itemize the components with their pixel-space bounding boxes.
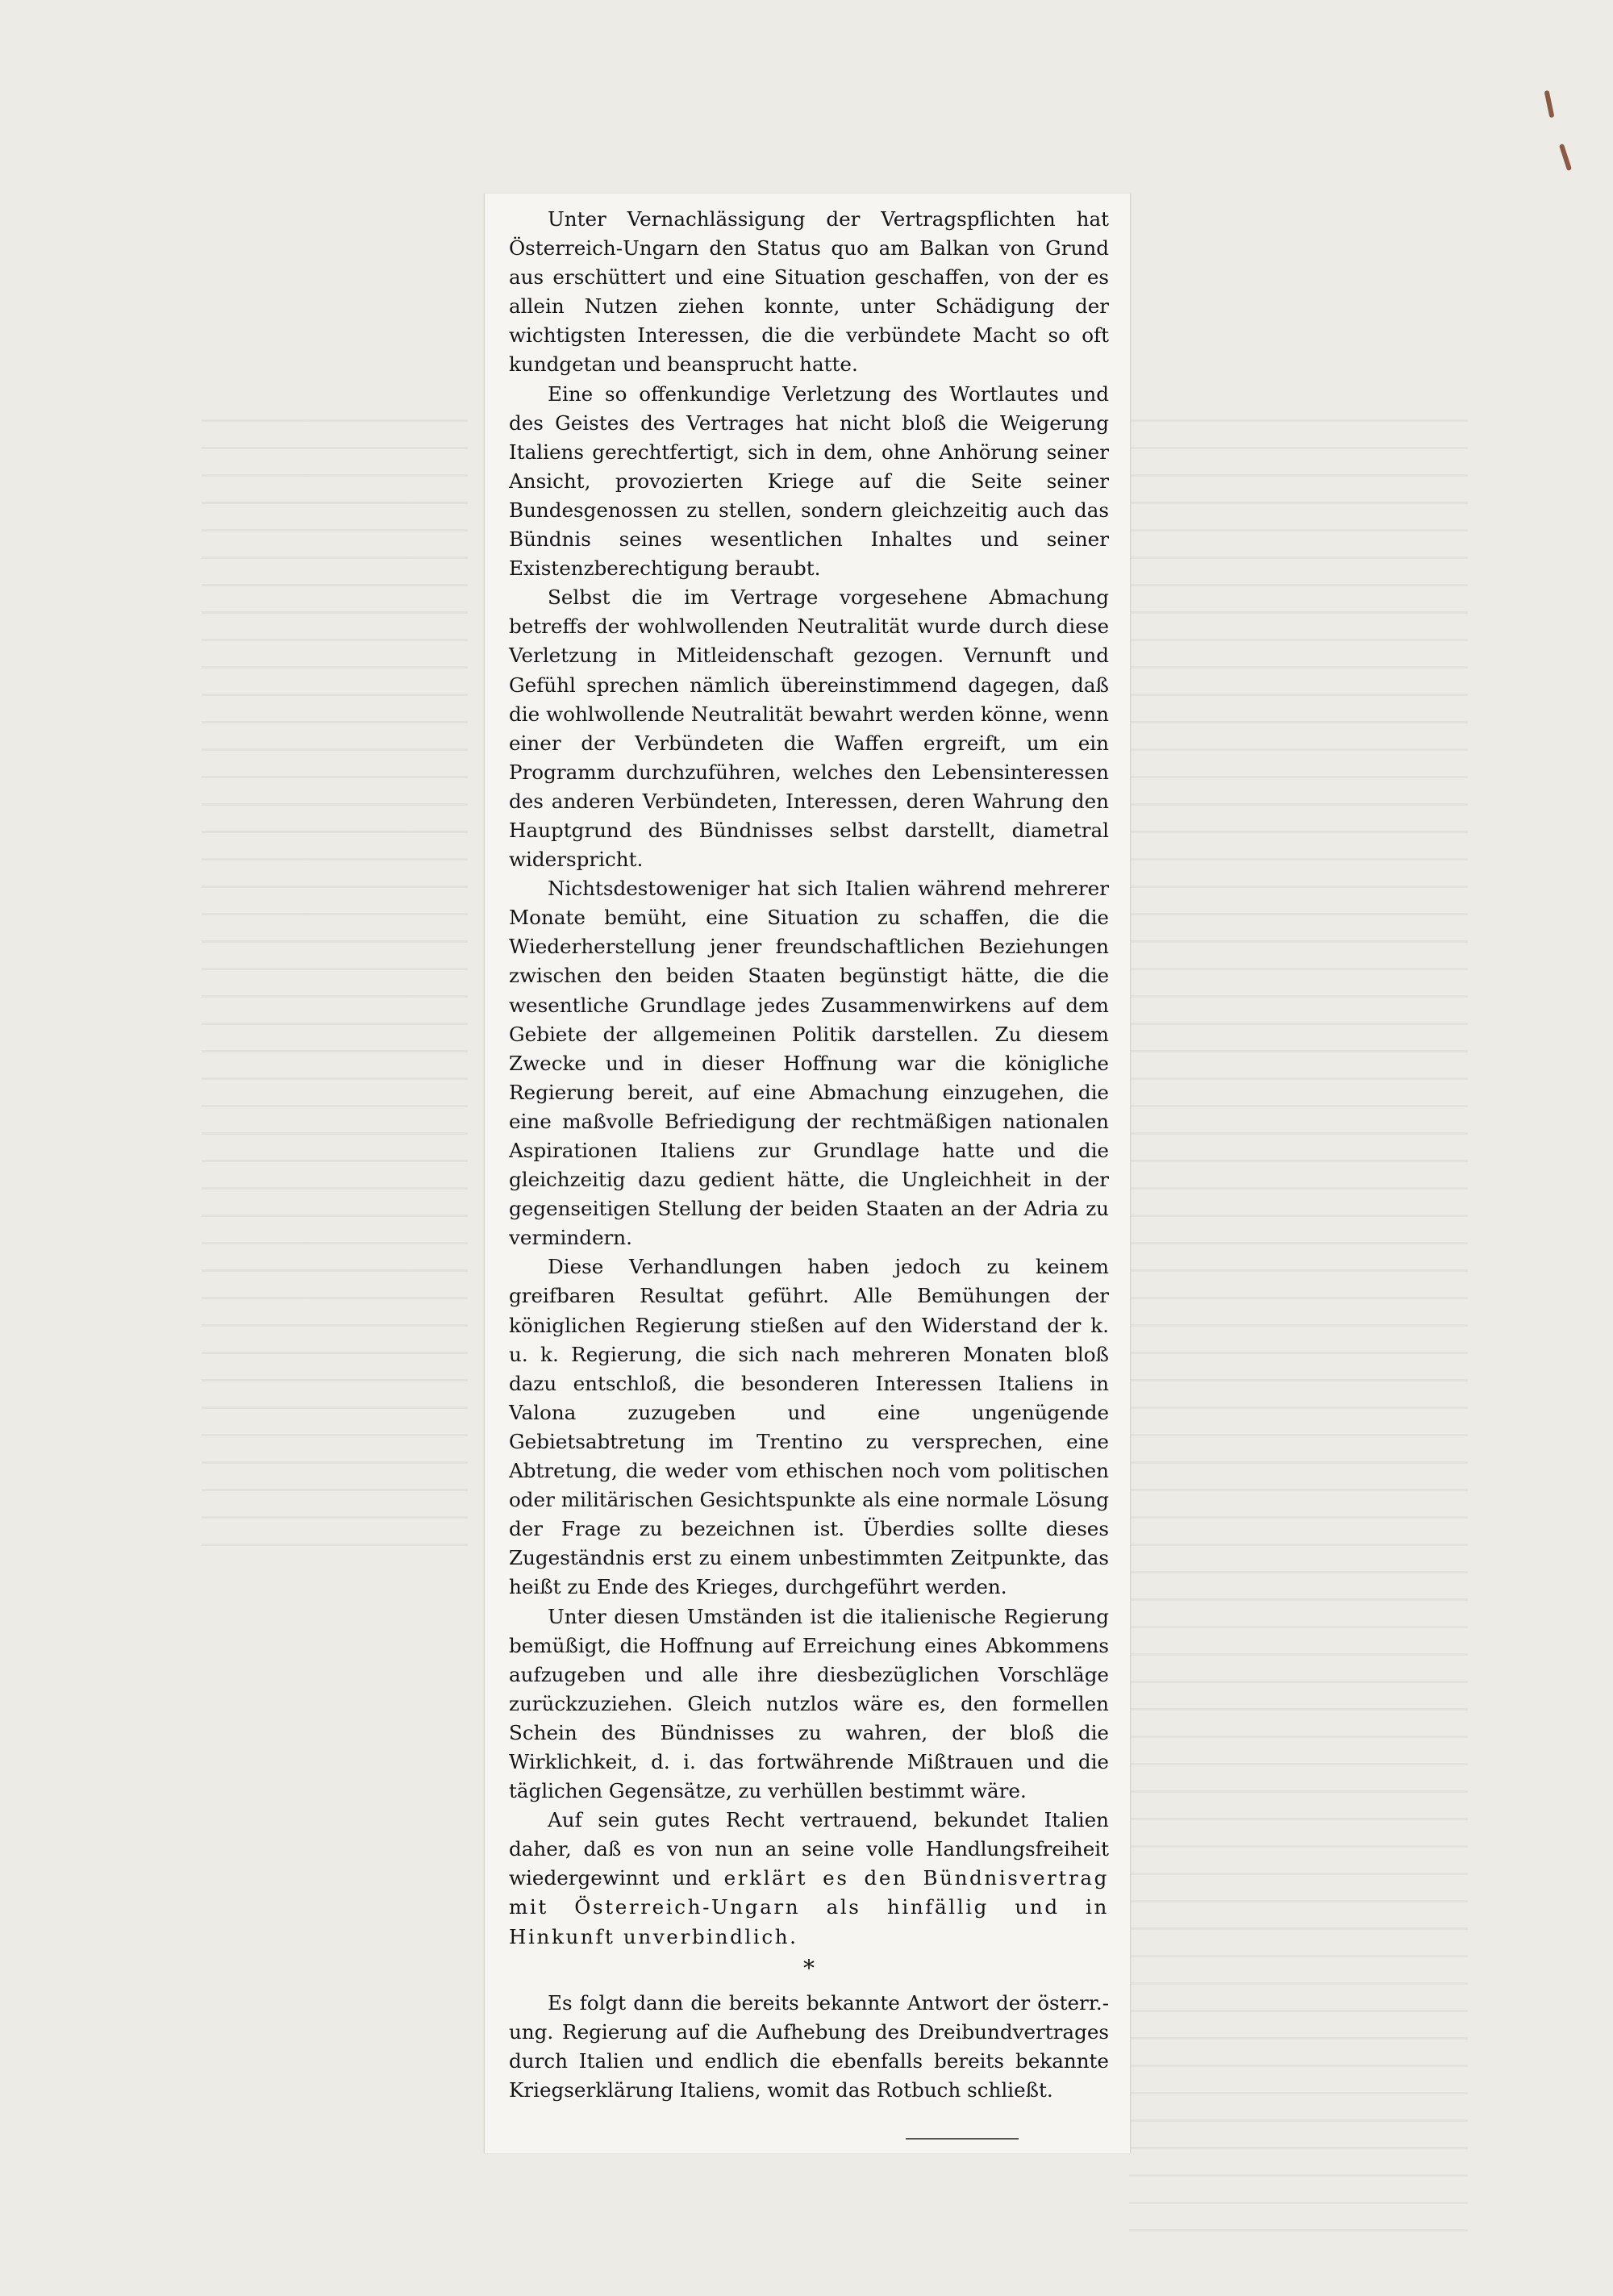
final-paragraph [509, 1806, 1109, 1951]
final-paragraph-text: Auf sein gutes Recht vertrauend, bekundet Italien daher, daß es von nun an seine volle Handlungsfreiheit wiedergewinnt und [509, 1808, 1109, 1890]
paragraph: Nichtsdestoweniger hat sich Italien während mehrerer Monate bemüht, eine Situation zu schaffen, die die Wiederherstellung jener freundschaftlichen Beziehungen zwischen den beiden Staaten begünstigt hätte, die die wesentliche Grundlage jedes Zusammenwirkens auf dem Gebiete der allgemeinen Politik darstellen. Zu diesem Zwecke und in dieser Hoffnung war die königliche Regierung bereit, auf eine Abmachung einzugehen, die eine maßvolle Befriedigung der rechtmäßigen nationalen Aspirationen Italiens zur Grundlage hatte und die gleichzeitig dazu gedient hätte, die Ungleichheit in der gegenseitigen Stellung der beiden Staaten an der Adria zu vermindern. [509, 877, 1109, 1250]
bleed-through-text-right [1129, 419, 1468, 2234]
paragraph: Diese Verhandlungen haben jedoch zu keinem greifbaren Resultat geführt. Alle Bemühungen der königlichen Regierung stießen auf den Widerstand der k. u. k. Regierung, die sich nach mehreren Monaten bloß dazu entschloß, die besonderen Interessen Italiens in Valona zuzugeben und eine ungenügende Gebietsabtretung im Trentino zu versprechen, eine Abtretung, die weder vom ethischen noch vom politischen oder militärischen Gesichtspunkte als eine normale Lösung der Frage zu bezeichnen ist. Überdies sollte dieses Zugeständnis erst zu einem unbestimmten Zeitpunkte, das heißt zu Ende des Krieges, durchgeführt werden. [509, 1255, 1109, 1599]
section-separator: * [803, 1954, 815, 1981]
staple-mark [1559, 144, 1572, 171]
final-paragraph-spaced-text: erklärt es den Bündnisvertrag mit Österreich-Ungarn als hinfällig und in Hinkunft unverbindlich. [509, 1866, 1109, 1948]
paragraph: Unter diesen Umständen ist die italienische Regierung bemüßigt, die Hoffnung auf Erreichung eines Abkommens aufzugeben und alle ihre diesbezüglichen Vorschläge zurückzuziehen. Gleich nutzlos wäre es, den formellen Schein des Bündnisses zu wahren, der bloß die Wirklichkeit, d. i. das fortwährende Mißtrauen und die täglichen Gegensätze, zu verhüllen bestimmt wäre. [509, 1604, 1109, 1803]
closing-paragraph: Es folgt dann die bereits bekannte Antwort der österr.-ung. Regierung auf die Aufhebung des Dreibundvertrages durch Italien und endlich die ebenfalls bereits bekannte Kriegserklärung Italiens, womit das Rotbuch schließt. [509, 1990, 1109, 2102]
paragraph: Selbst die im Vertrage vorgesehene Abmachung betreffs der wohlwollenden Neutralität wurde durch diese Verletzung in Mitleidenschaft gezogen. Vernunft und Gefühl sprechen nämlich übereinstimmend dagegen, daß die wohlwollende Neutralität bewahrt werden könne, wenn einer der Verbündeten die Waffen ergreift, um ein Programm durchzuführen, welches den Lebensinteressen des anderen Verbündeten, Interessen, deren Wahrung den Hauptgrund des Bündnisses selbst darstellt, diametral widerspricht. [509, 585, 1109, 872]
staple-mark [1544, 90, 1555, 119]
end-rule [906, 2138, 1019, 2140]
paragraph: Unter Vernachlässigung der Vertragspflichten hat Österreich-Ungarn den Status quo am Balkan von Grund aus erschüttert und eine Situation geschaffen, von der es allein Nutzen ziehen konnte, unter Schädigung der wichtigsten Interessen, die die verbündete Macht so oft kundgetan und beansprucht hatte. [509, 207, 1109, 377]
article-body [509, 205, 1109, 2105]
newspaper-clipping [484, 194, 1131, 2153]
paragraph: Eine so offenkundige Verletzung des Wortlautes und des Geistes des Vertrages hat nicht bloß die Weigerung Italiens gerechtfertigt, sich in dem, ohne Anhörung seiner Ansicht, provozierten Kriege auf die Seite seiner Bundesgenossen zu stellen, sondern gleichzeitig auch das Bündnis seines wesentlichen Inhaltes und seiner Existenzberechtigung beraubt. [509, 381, 1109, 581]
bleed-through-text-left [202, 419, 468, 1548]
